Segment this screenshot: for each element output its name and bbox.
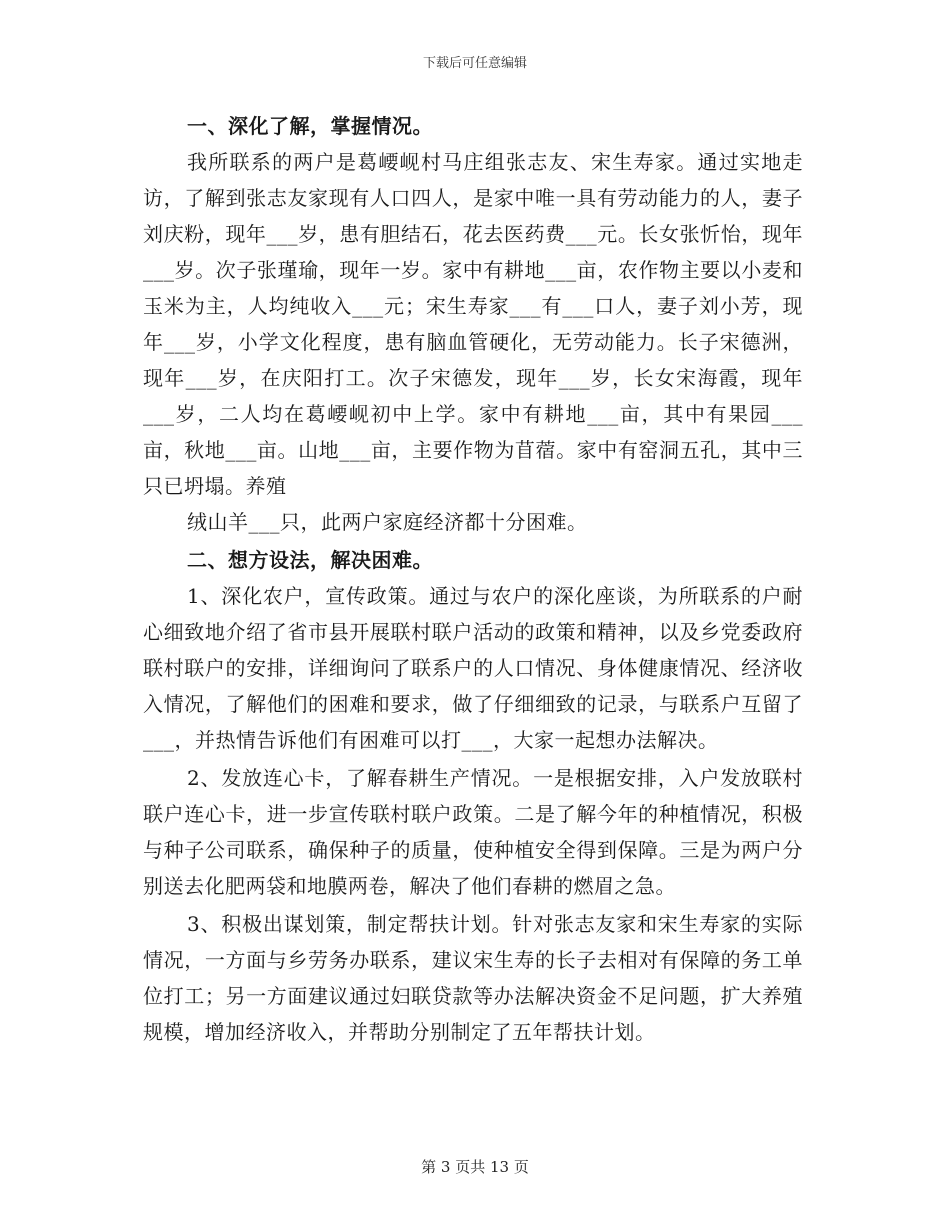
page-header: 下载后可任意编辑	[422, 56, 527, 71]
section-2-heading: 二、想方设法，解决困难。	[187, 548, 433, 572]
page-footer: 第 3 页共 13 页	[421, 1158, 529, 1176]
section-1-paragraph-1: 我所联系的两户是葛崾岘村马庄组张志友、宋生寿家。通过实地走访，了解到张志友家现有人口四人，是家中唯一具有劳动能力的人，妻子刘庆粉，现年___岁，患有胆结石，花去医药费___元。长女张忻怡，现年___岁。次子张瑾瑜，现年一岁。家中有耕地___亩，农作物主要以小麦和玉米为主，人均纯收入___元；宋生寿家___有___口人，妻子刘小芳，现年___岁，小学文化程度，患有脑血管硬化，无劳动能力。长子宋德洲，现年___岁，在庆阳打工。次子宋德发，现年___岁，长女宋海霞，现年___岁，二人均在葛崾岘初中上学。家中有耕地___亩，其中有果园___亩，秋地___亩。山地___亩，主要作物为苜蓿。家中有窑洞五孔，其中三只已坍塌。养殖	[143, 150, 803, 498]
section-1-paragraph-2: 绒山羊___只，此两户家庭经济都十分困难。	[187, 510, 588, 534]
section-2-paragraph-3: 3、积极出谋划策，制定帮扶计划。针对张志友家和宋生寿家的实际情况，一方面与乡劳务办联系，建议宋生寿的长子去相对有保障的务工单位打工；另一方面建议通过妇联贷款等办法解决资金不足问题，扩大养殖规模，增加经济收入，并帮助分别制定了五年帮扶计划。	[143, 912, 803, 1044]
section-2-paragraph-2: 2、发放连心卡，了解春耕生产情况。一是根据安排，入户发放联村联户连心卡，进一步宣传联村联户政策。二是了解今年的种植情况，积极与种子公司联系，确保种子的质量，使种植安全得到保障。三是为两户分别送去化肥两袋和地膜两卷，解决了他们春耕的燃眉之急。	[143, 766, 803, 898]
section-1-heading: 一、深化了解，掌握情况。	[187, 114, 433, 138]
section-2-paragraph-1: 1、深化农户，宣传政策。通过与农户的深化座谈，为所联系的户耐心细致地介绍了省市县开展联村联户活动的政策和精神，以及乡党委政府联村联户的安排，详细询问了联系户的人口情况、身体健康情况、经济收入情况，了解他们的困难和要求，做了仔细细致的记录，与联系户互留了___，并热情告诉他们有困难可以打___，大家一起想办法解决。	[143, 584, 803, 752]
document-body	[143, 108, 803, 1050]
